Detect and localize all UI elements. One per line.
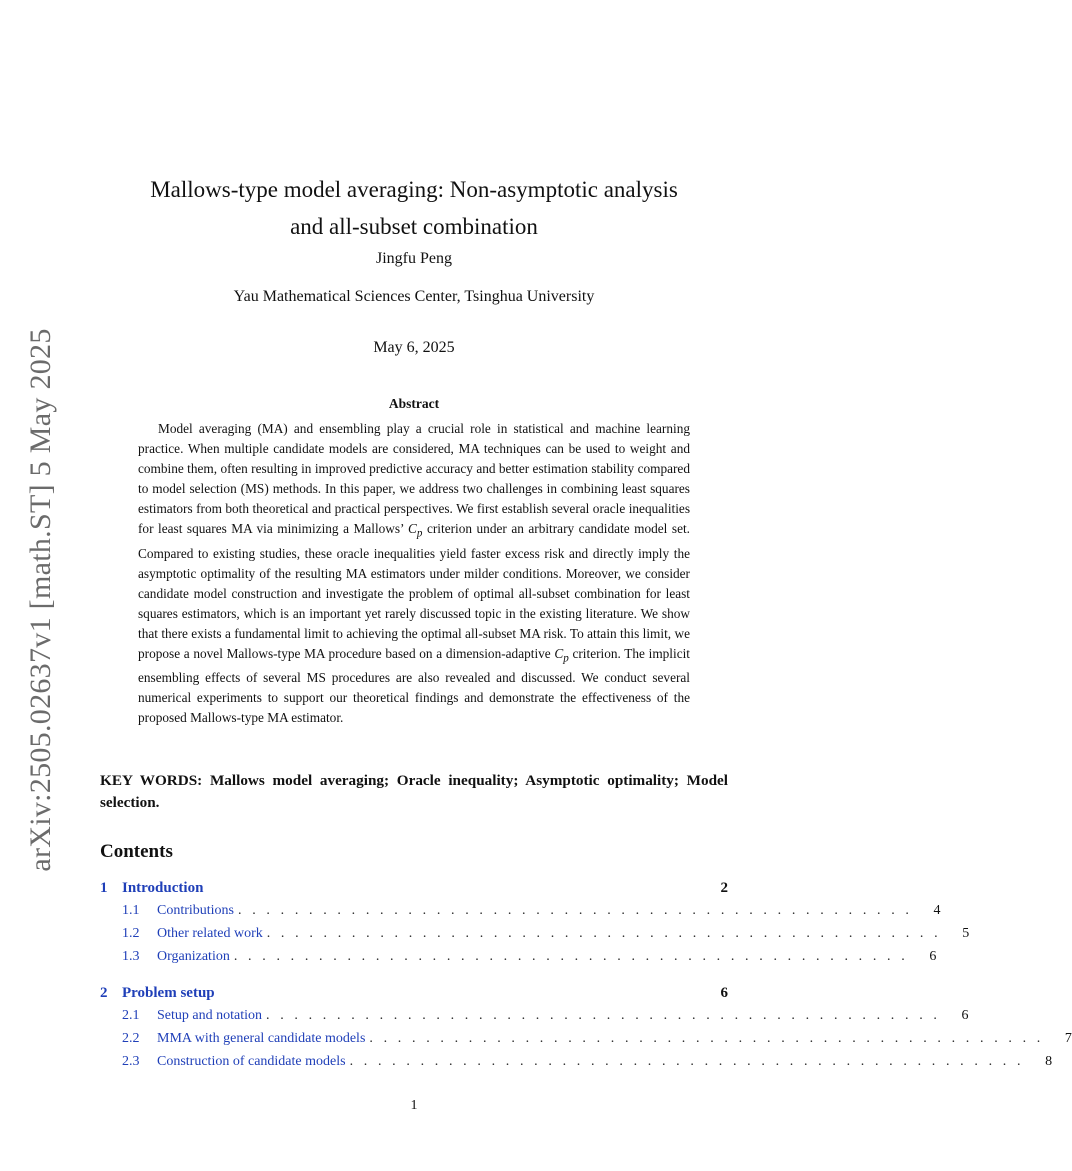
author-affiliation: Yau Mathematical Sciences Center, Tsinghua University xyxy=(233,288,595,305)
toc-page: 6 xyxy=(961,1008,969,1023)
keywords: KEY WORDS: Mallows model averaging; Oracle inequality; Asymptotic optimality; Model selection. xyxy=(100,772,728,811)
toc-link[interactable]: Construction of candidate models xyxy=(157,1054,346,1069)
toc-number[interactable]: 2 xyxy=(100,985,108,1001)
toc-number[interactable]: 2.1 xyxy=(122,1008,140,1023)
abstract-text xyxy=(138,419,690,728)
abstract-part-1: Model averaging (MA) and ensembling play a crucial role in statistical and machine learning practice. When multiple candidate models are considered, MA techniques can be used to weight and combine them, often resulting in improved predictive accuracy and better estimation stability compared to model selection (MS) methods. In this paper, we address two challenges in combining least squares estimators from both theoretical and practical perspectives. We first establish several oracle inequalities for least squares MA via minimizing a Mallows’ xyxy=(138,421,690,536)
toc-number[interactable]: 2.3 xyxy=(122,1054,140,1069)
page-number: 1 xyxy=(410,1098,418,1113)
toc-link[interactable]: MMA with general candidate models xyxy=(157,1031,366,1046)
toc-number[interactable]: 1 xyxy=(100,880,108,896)
dot-leader: . . . . . . . . . . . . . . . . . . . . . . . . . . . . . . . . . . . . . . . . . . . . . . . . xyxy=(266,1008,941,1023)
cp-subscript: p xyxy=(416,527,423,540)
table-of-contents xyxy=(100,880,1072,1090)
cp-symbol: C xyxy=(554,645,564,661)
paper-title xyxy=(100,171,728,245)
toc-page: 6 xyxy=(929,949,937,964)
toc-section xyxy=(100,880,970,972)
toc-link[interactable]: Other related work xyxy=(157,926,263,941)
toc-entry-organization[interactable] xyxy=(100,949,937,972)
dot-leader: . . . . . . . . . . . . . . . . . . . . . . . . . . . . . . . . . . . . . . . . . . . . . . . . xyxy=(349,1054,1025,1069)
toc-entry-mma-general-candidate-models[interactable] xyxy=(100,1031,1072,1054)
toc-page: 2 xyxy=(720,880,728,896)
contents-heading: Contents xyxy=(100,841,173,862)
title-line-2: and all-subset combination xyxy=(290,214,538,240)
cp-subscript: p xyxy=(563,652,569,665)
toc-entry-introduction[interactable] xyxy=(100,880,728,903)
toc-link[interactable]: Setup and notation xyxy=(157,1008,262,1023)
toc-number[interactable]: 1.3 xyxy=(122,949,140,964)
toc-section xyxy=(100,985,1072,1077)
toc-link[interactable]: Contributions xyxy=(157,903,235,918)
toc-entry-setup-and-notation[interactable] xyxy=(100,1008,969,1031)
title-line-1: Mallows-type model averaging: Non-asymptotic analysis xyxy=(150,177,678,203)
dot-leader: . . . . . . . . . . . . . . . . . . . . . . . . . . . . . . . . . . . . . . . . . . . . . . . . xyxy=(233,949,909,964)
toc-entry-other-related-work[interactable] xyxy=(100,926,970,949)
toc-entry-construction-candidate-models[interactable] xyxy=(100,1054,1053,1077)
dot-leader: . . . . . . . . . . . . . . . . . . . . . . . . . . . . . . . . . . . . . . . . . . . . . . . . xyxy=(266,926,942,941)
toc-number[interactable]: 2.2 xyxy=(122,1031,140,1046)
dot-leader: . . . . . . . . . . . . . . . . . . . . . . . . . . . . . . . . . . . . . . . . . . . . . . . . xyxy=(369,1031,1044,1046)
arxiv-stamp: arXiv:2505.02637v1 [math.ST] 5 May 2025 xyxy=(24,328,57,872)
toc-page: 8 xyxy=(1045,1054,1053,1069)
toc-entry-contributions[interactable] xyxy=(100,903,941,926)
toc-page: 7 xyxy=(1064,1031,1072,1046)
toc-link[interactable]: Introduction xyxy=(122,880,204,896)
dot-leader: . . . . . . . . . . . . . . . . . . . . . . . . . . . . . . . . . . . . . . . . . . . . . . . . xyxy=(238,903,913,918)
toc-number[interactable]: 1.2 xyxy=(122,926,140,941)
toc-page: 4 xyxy=(933,903,941,918)
publication-date: May 6, 2025 xyxy=(373,339,455,356)
toc-number[interactable]: 1.1 xyxy=(122,903,140,918)
cp-symbol: C xyxy=(408,521,417,536)
toc-entry-problem-setup[interactable] xyxy=(100,985,728,1008)
toc-link[interactable]: Organization xyxy=(157,949,230,964)
abstract-heading: Abstract xyxy=(388,396,440,411)
toc-link[interactable]: Problem setup xyxy=(122,985,215,1001)
author-name: Jingfu Peng xyxy=(376,250,452,267)
abstract-part-3: criterion. The implicit ensembling effects of several MS procedures are also revealed and discussed. We conduct several numerical experiments to support our theoretical findings and demonstrate the effectiveness of the proposed Mallows-type MA estimator. xyxy=(138,645,690,726)
abstract-part-2: criterion under an arbitrary candidate model set. Compared to existing studies, these oracle inequalities yield faster excess risk and directly imply the asymptotic optimality of the resulting MA estimators under milder conditions. Moreover, we consider candidate model construction and investigate the problem of optimal all-subset combination for least squares estimators, which is an important yet rarely discussed topic in the existing literature. We show that there exists a fundamental limit to achieving the optimal all-subset MA risk. To attain this limit, we propose a novel Mallows-type MA procedure based on a dimension-adaptive xyxy=(138,521,690,661)
toc-page: 6 xyxy=(720,985,728,1001)
toc-page: 5 xyxy=(962,926,970,941)
